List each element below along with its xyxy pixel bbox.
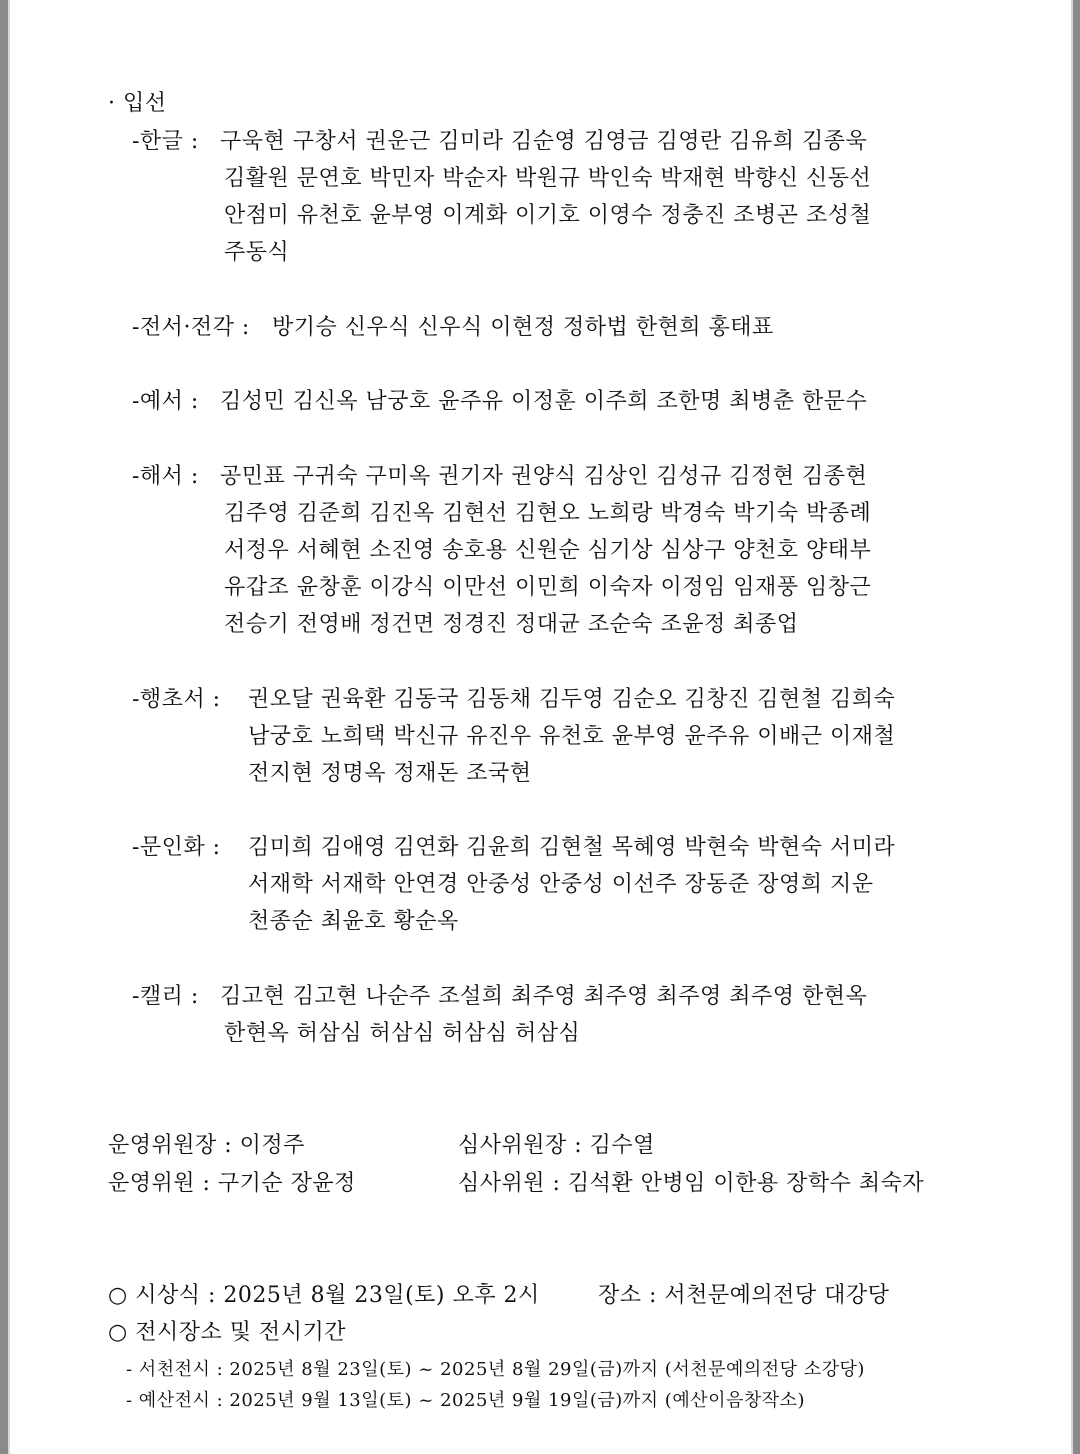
name-line: 한현옥 허삼심 허삼심 허삼심 허삼심 (224, 1021, 581, 1046)
name-line: 방기승 신우식 신우식 이현정 정하법 한현희 홍태표 (272, 315, 774, 340)
name-line: 김고현 김고현 나순주 조설희 최주영 최주영 최주영 최주영 한현옥 (220, 984, 868, 1009)
category-label-clerical-script: -예서 : (132, 389, 199, 414)
name-line: 구욱현 구창서 권운근 김미라 김순영 김영금 김영란 김유희 김종욱 (220, 129, 868, 154)
category-label-regular-script: -해서 : (132, 464, 199, 489)
name-line: 공민표 구귀숙 구미옥 권기자 권양식 김상인 김성규 김정현 김종현 (220, 464, 868, 489)
name-line: 김활원 문연호 박민자 박순자 박원규 박인숙 박재현 박향신 신동선 (224, 166, 872, 191)
name-line: 주동식 (224, 240, 290, 265)
name-line: 김미희 김애영 김연화 김윤희 김현철 목혜영 박현숙 박현숙 서미라 (248, 835, 896, 860)
name-line: 남궁호 노희택 박신규 유진우 유천호 윤부영 윤주유 이배근 이재철 (248, 724, 896, 749)
yesan-exhibition: - 예산전시 : 2025년 9월 13일(토) ~ 2025년 9월 19일(금)까지 (예산이음창작소) (126, 1390, 806, 1411)
seocheon-exhibition: - 서천전시 : 2025년 8월 23일(토) ~ 2025년 8월 29일(금)까지 (서천문예의전당 소강당) (126, 1359, 865, 1380)
category-label-hangul: -한글 : (132, 129, 199, 154)
name-line: 서정우 서혜현 소진영 송호용 신원순 심기상 심상구 양천호 양태부 (224, 538, 872, 563)
name-line: 전지현 정명옥 정재돈 조국현 (248, 761, 532, 786)
category-label-running-cursive: -행초서 : (132, 687, 221, 712)
name-line: 안점미 유천호 윤부영 이계화 이기호 이영수 정충진 조병곤 조성철 (224, 203, 872, 228)
name-line: 유갑조 윤창훈 이강식 이만선 이민희 이숙자 이정임 임재풍 임창근 (224, 575, 872, 600)
award-ceremony: ○ 시상식 : 2025년 8월 23일(토) 오후 2시 (108, 1283, 540, 1308)
name-line: 천종순 최윤호 황순옥 (248, 909, 459, 934)
name-line: 서재학 서재학 안연경 안중성 안중성 이선주 장동준 장영희 지운 (248, 872, 874, 897)
category-label-calligraphy: -캘리 : (132, 984, 199, 1009)
name-line: 전승기 전영배 정건면 정경진 정대균 조순숙 조윤정 최종업 (224, 612, 799, 637)
category-label-literati-painting: -문인화 : (132, 835, 221, 860)
section-title: · 입선 (108, 91, 167, 116)
name-line: 김주영 김준희 김진옥 김현선 김현오 노희랑 박경숙 박기숙 박종례 (224, 501, 872, 526)
judging-members: 심사위원 : 김석환 안병임 이한용 장학수 최숙자 (458, 1171, 925, 1196)
operating-chair: 운영위원장 : 이정주 (108, 1133, 305, 1158)
operating-members: 운영위원 : 구기순 장윤정 (108, 1171, 356, 1196)
ceremony-venue: 장소 : 서천문예의전당 대강당 (598, 1283, 890, 1308)
name-line: 김성민 김신옥 남궁호 윤주유 이정훈 이주희 조한명 최병춘 한문수 (220, 389, 868, 414)
name-line: 권오달 권육환 김동국 김동채 김두영 김순오 김창진 김현철 김희숙 (248, 687, 896, 712)
category-label-seal-script: -전서·전각 : (132, 315, 250, 340)
judging-chair: 심사위원장 : 김수열 (458, 1133, 655, 1158)
exhibition-title: ○ 전시장소 및 전시기간 (108, 1320, 346, 1345)
